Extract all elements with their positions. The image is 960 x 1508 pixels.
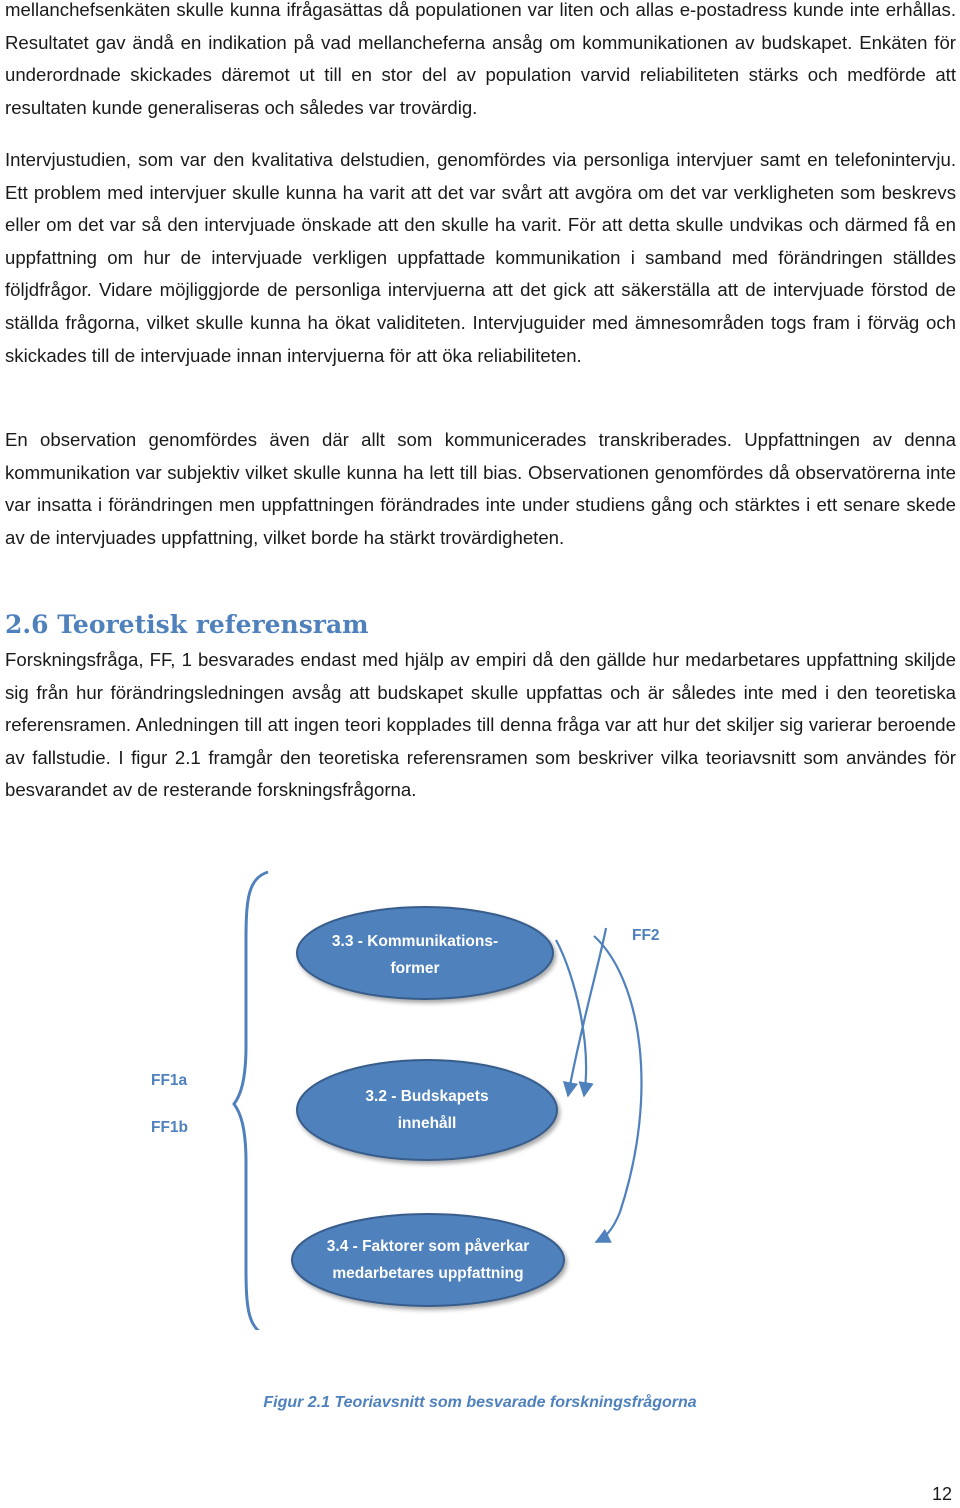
curly-brace: [234, 872, 268, 1330]
node-kommunikationsformer-line-1: 3.3 - Kommunikations-: [331, 933, 499, 950]
node-budskapets-innehall: [297, 1060, 557, 1160]
figure-caption: Figur 2.1 Teoriavsnitt som besvarade forskningsfrågorna: [263, 1394, 697, 1411]
node-faktorer-line-2: medarbetares uppfattning: [332, 1265, 524, 1282]
paragraph-survey-reliability: mellanchefsenkäten skulle kunna ifrågasättas då populationen var liten och allas e-postadress kunde inte erhållas. Resultatet gav ändå en indikation på vad mellancheferna ansåg om kommunikationen av budskapet. Enkäten för underordnade skickades däremot ut till en stor del av population varvid reliabiliteten stärks och medförde att resultaten kunde generaliseras och således var trovärdig.: [5, 0, 956, 118]
arrow-ff2-to-node-1: [594, 936, 641, 1242]
page-number: 12: [931, 1484, 952, 1504]
section-heading: 2.6 Teoretisk referensram: [5, 610, 369, 639]
paragraph-interview-study: Intervjustudien, som var den kvalitativa delstudien, genomfördes via personliga intervjuer samt en telefonintervju. Ett problem med intervjuer skulle kunna ha varit att det var svårt att avgöra om det var verkligheten som beskrevs eller om det var så den intervjuade önskade att den skulle ha varit. För att detta skulle undvikas och därmed få en uppfattning om hur de intervjuade verkligen uppfattade kommunikation i samband med förändringen ställdes följdfrågor. Vidare möjliggjorde de personliga intervjuerna att det gick att säkerställa att de intervjuade förstod de ställda frågorna, vilket skulle kunna ha ökat validiteten. Intervjuguider med ämnesområden togs fram i förväg och skickades till de intervjuade innan intervjuerna för att öka reliabiliteten.: [5, 149, 956, 366]
node-budskapets-innehall-line-1: 3.2 - Budskapets: [365, 1088, 489, 1105]
framework-diagram: [0, 860, 960, 1330]
ff2-label: FF2: [632, 927, 660, 944]
node-faktorer-line-1: 3.4 - Faktorer som påverkar: [326, 1238, 530, 1255]
node-kommunikationsformer: [297, 907, 553, 999]
node-budskapets-innehall-line-2: innehåll: [397, 1115, 457, 1132]
ff1a-label: FF1a: [151, 1072, 188, 1089]
node-kommunikationsformer-line-2: former: [390, 960, 440, 977]
paragraph-theoretical-framework: Forskningsfråga, FF, 1 besvarades endast med hjälp av empiri då den gällde hur medarbetares uppfattning skiljde sig från hur förändringsledningen avsåg att budskapet skulle uppfattas och är således inte med i den teoretiska referensramen. Anledningen till att ingen teori kopplades till denna fråga var att hur det skiljer sig varierar beroende av fallstudie. I figur 2.1 framgår den teoretiska referensramen som beskriver vilka teoriavsnitt som användes för besvarandet av de resterande forskningsfrågorna.: [5, 649, 956, 801]
node-faktorer: [292, 1214, 564, 1306]
arrow-ff2-to-node-3: [556, 940, 586, 1096]
paragraph-observation: En observation genomfördes även där allt som kommunicerades transkriberades. Uppfattningen av denna kommunikation var subjektiv vilket skulle kunna ha lett till bias. Observationen genomfördes då observatörerna inte var insatta i förändringen men uppfattningen förändrades inte under studiens gång och stärktes i ett senare skede av de intervjuades uppfattning, vilket borde ha stärkt trovärdigheten.: [5, 429, 956, 548]
ff1b-label: FF1b: [151, 1119, 189, 1136]
